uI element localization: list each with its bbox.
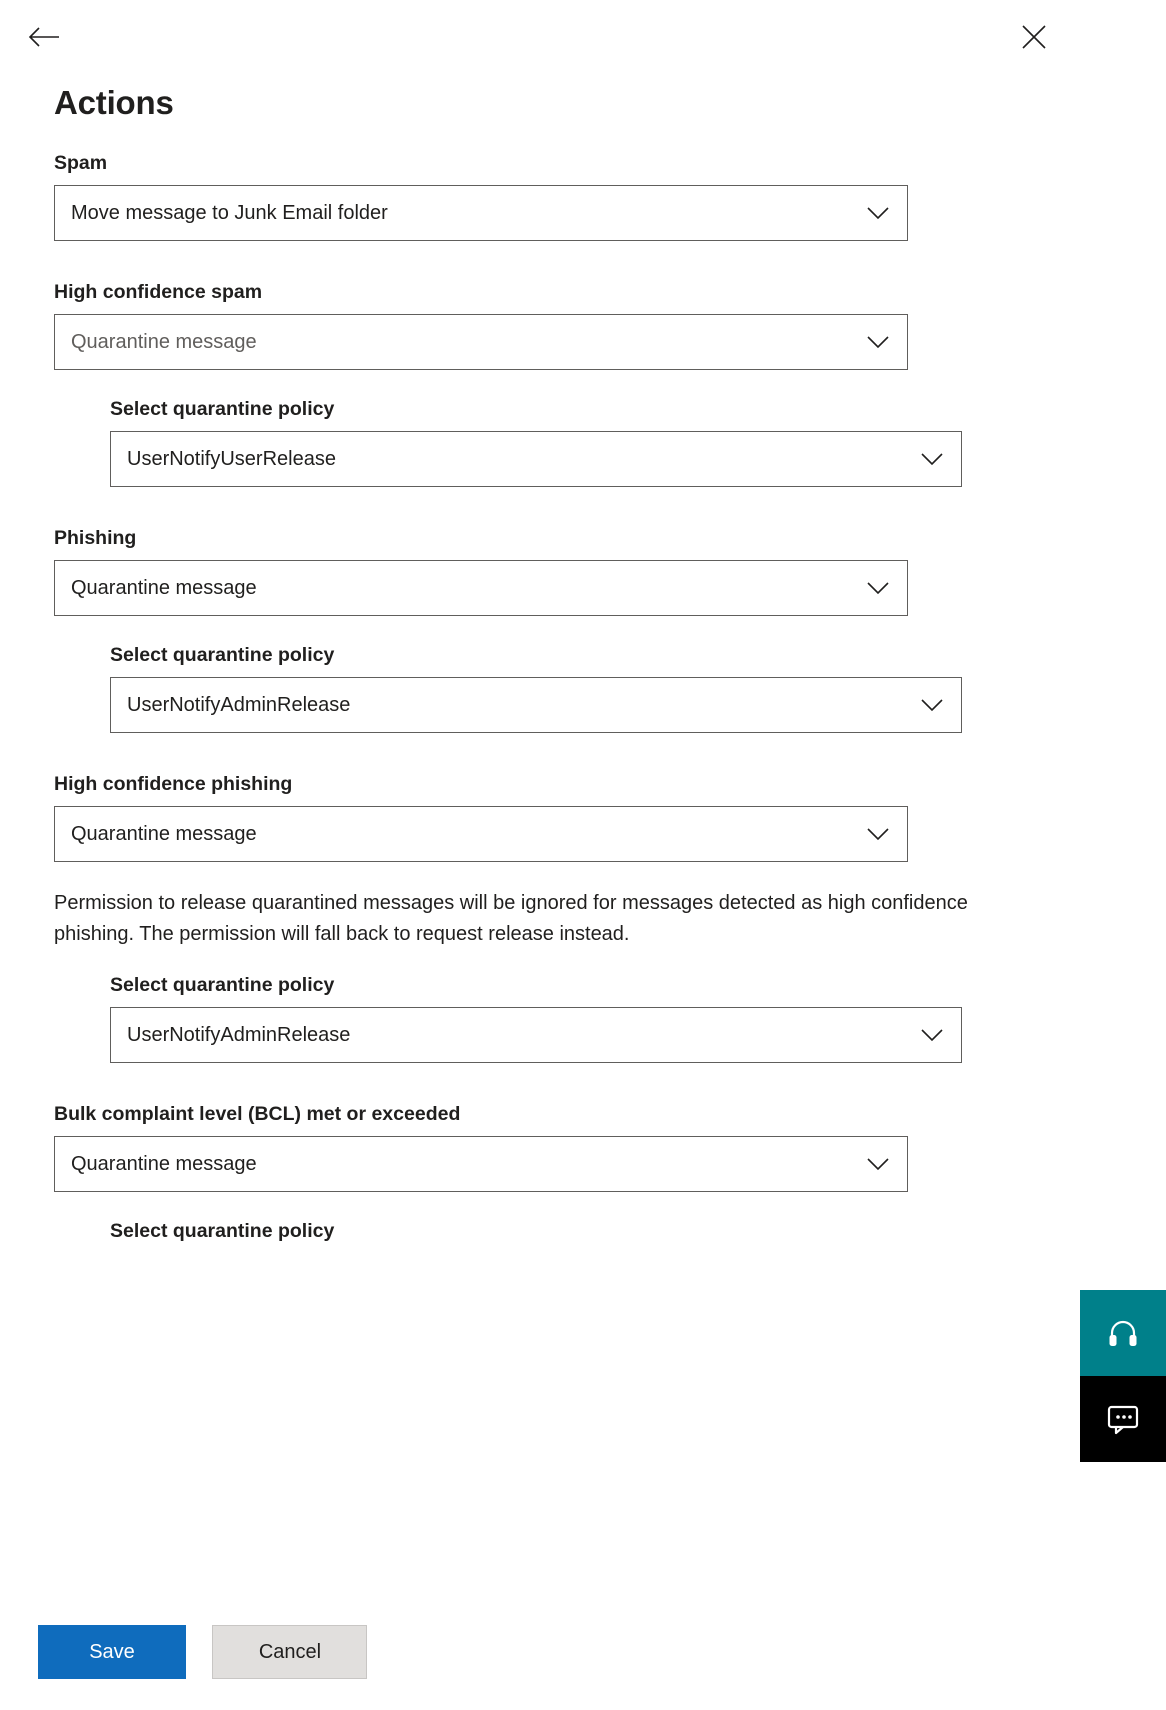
quarantine-policy-group-3 bbox=[110, 974, 1044, 1063]
quarantine-policy-label-3: Select quarantine policy bbox=[110, 974, 335, 996]
chevron-down-icon bbox=[867, 206, 889, 220]
quarantine-policy-select-2[interactable] bbox=[110, 677, 962, 733]
chevron-down-icon bbox=[921, 452, 943, 466]
close-button[interactable] bbox=[1014, 16, 1054, 58]
spam-action-select[interactable] bbox=[54, 185, 908, 241]
cancel-button[interactable]: Cancel bbox=[212, 1625, 367, 1679]
quarantine-policy-select-3[interactable] bbox=[110, 1007, 962, 1063]
bulk-complaint-action-select[interactable] bbox=[54, 1136, 908, 1192]
quarantine-policy-label-1: Select quarantine policy bbox=[110, 398, 335, 420]
save-button[interactable]: Save bbox=[38, 1625, 186, 1679]
field-label-phishing: Phishing bbox=[54, 527, 137, 549]
chevron-down-icon bbox=[867, 827, 889, 841]
high-confidence-phishing-action-value: Quarantine message bbox=[71, 822, 257, 845]
chevron-down-icon bbox=[867, 1157, 889, 1171]
quarantine-policy-value-2: UserNotifyAdminRelease bbox=[127, 693, 351, 716]
spam-action-value: Move message to Junk Email folder bbox=[71, 201, 388, 224]
panel-header bbox=[0, 0, 1100, 72]
chat-button[interactable] bbox=[1080, 1376, 1166, 1462]
high-confidence-spam-action-value: Quarantine message bbox=[71, 330, 257, 353]
quarantine-policy-group-2 bbox=[110, 644, 1044, 733]
headset-icon bbox=[1106, 1316, 1140, 1350]
close-icon bbox=[1021, 24, 1047, 50]
quarantine-policy-group-1 bbox=[110, 398, 1044, 487]
field-label-spam: Spam bbox=[54, 152, 108, 174]
quarantine-policy-value-3: UserNotifyAdminRelease bbox=[127, 1023, 351, 1046]
quarantine-policy-select-1[interactable] bbox=[110, 431, 962, 487]
high-confidence-phishing-note: Permission to release quarantined messages will be ignored for messages detected as high confidence phishing. The permission will fall back to request release instead. bbox=[54, 892, 968, 945]
arrow-left-icon bbox=[27, 24, 61, 50]
bulk-complaint-action-value: Quarantine message bbox=[71, 1152, 257, 1175]
chevron-down-icon bbox=[867, 581, 889, 595]
quarantine-policy-value-1: UserNotifyUserRelease bbox=[127, 447, 336, 470]
chat-icon bbox=[1106, 1403, 1140, 1435]
field-label-high-confidence-phishing: High confidence phishing bbox=[54, 773, 293, 795]
support-button[interactable] bbox=[1080, 1290, 1166, 1376]
high-confidence-spam-action-select[interactable] bbox=[54, 314, 908, 370]
panel-content bbox=[0, 72, 1100, 1710]
quarantine-policy-label-4: Select quarantine policy bbox=[110, 1220, 335, 1242]
help-widget-stack bbox=[1080, 1290, 1166, 1462]
phishing-action-value: Quarantine message bbox=[71, 576, 257, 599]
quarantine-policy-group-4 bbox=[110, 1220, 1044, 1242]
chevron-down-icon bbox=[921, 1028, 943, 1042]
quarantine-policy-label-2: Select quarantine policy bbox=[110, 644, 335, 666]
field-label-bulk-complaint-level: Bulk complaint level (BCL) met or exceeded bbox=[54, 1103, 461, 1125]
field-label-high-confidence-spam: High confidence spam bbox=[54, 281, 263, 303]
page-title: Actions bbox=[54, 84, 174, 121]
chevron-down-icon bbox=[867, 335, 889, 349]
back-button[interactable] bbox=[22, 16, 66, 58]
high-confidence-phishing-action-select[interactable] bbox=[54, 806, 908, 862]
chevron-down-icon bbox=[921, 698, 943, 712]
phishing-action-select[interactable] bbox=[54, 560, 908, 616]
panel-footer bbox=[0, 1598, 1100, 1710]
